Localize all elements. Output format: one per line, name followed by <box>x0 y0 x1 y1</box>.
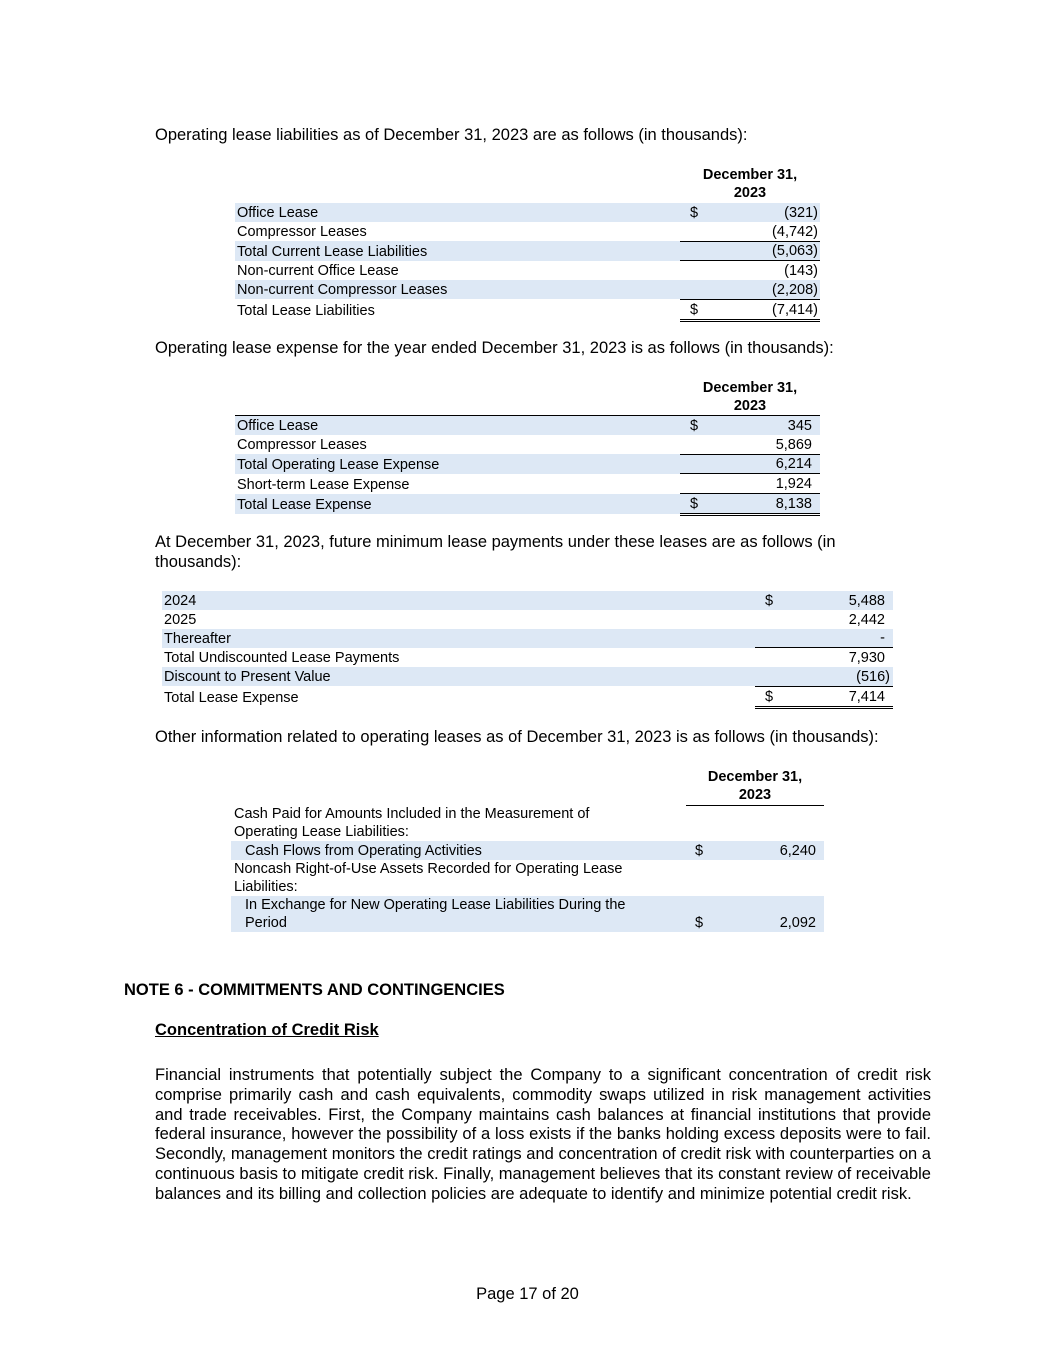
row-label: Discount to Present Value <box>162 667 755 686</box>
table1-header-line2: 2023 <box>733 185 767 201</box>
row-label: 2025 <box>164 611 197 628</box>
dollar-sign <box>680 261 720 280</box>
row-value: 2,092 <box>779 915 816 931</box>
dollar-sign <box>680 435 720 454</box>
table2-header <box>680 379 820 415</box>
table2-header-line1: December 31, <box>702 380 798 396</box>
table1-header <box>680 166 820 202</box>
row-value: (5,063) <box>720 241 820 261</box>
row-value: (7,414) <box>720 299 820 320</box>
section-subheading: Concentration of Credit Risk <box>155 1021 379 1039</box>
dollar-sign <box>680 454 720 474</box>
table-row <box>235 222 820 241</box>
table-row <box>235 454 820 474</box>
dollar-sign: $ <box>695 843 704 859</box>
intro-text-other-info: Other information related to operating leases as of December 31, 2023 is as follows (in thousands): <box>155 728 879 746</box>
section-label-line: Liabilities: <box>234 879 298 895</box>
section-label-line: Noncash Right-of-Use Assets Recorded for Operating Lease <box>234 861 623 877</box>
table-row <box>162 686 893 707</box>
table-row <box>162 667 893 686</box>
note-heading: NOTE 6 - COMMITMENTS AND CONTINGENCIES <box>124 981 505 999</box>
dollar-sign <box>755 648 795 667</box>
dollar-sign: $ <box>680 416 720 435</box>
row-label: Non-current Compressor Leases <box>235 280 680 299</box>
section-label-cash-paid <box>231 805 824 841</box>
row-value: (2,208) <box>720 280 820 299</box>
row-label: Non-current Office Lease <box>237 263 399 280</box>
row-value: (516) <box>795 667 893 686</box>
table4-header-line2: 2023 <box>738 787 772 803</box>
row-label: Office Lease <box>235 203 680 222</box>
table-row <box>162 648 893 667</box>
row-value: 345 <box>720 416 820 435</box>
row-label: Total Undiscounted Lease Payments <box>164 650 400 667</box>
row-label: Thereafter <box>162 629 755 648</box>
dollar-sign <box>755 629 795 648</box>
table-row <box>235 203 820 222</box>
row-label-line: Period <box>245 915 287 931</box>
row-label: Office Lease <box>235 416 680 435</box>
row-value: (321) <box>720 203 820 222</box>
table4-header-line1: December 31, <box>707 769 803 785</box>
intro-text-lease-liabilities: Operating lease liabilities as of December 31, 2023 are as follows (in thousands): <box>155 126 748 144</box>
lease-expense-table <box>235 415 820 516</box>
row-label: Total Lease Liabilities <box>237 303 375 320</box>
table-row <box>235 299 820 320</box>
table-row <box>235 494 820 515</box>
row-value: 5,488 <box>795 591 893 610</box>
section-label-line: Cash Paid for Amounts Included in the Measurement of <box>234 806 590 822</box>
row-value: 6,240 <box>779 843 816 859</box>
table-row <box>231 896 824 932</box>
dollar-sign: $ <box>755 591 795 610</box>
dollar-sign <box>680 474 720 494</box>
table-row <box>235 280 820 299</box>
row-value: - <box>795 629 893 648</box>
row-label: Total Current Lease Liabilities <box>235 241 680 261</box>
row-label: Cash Flows from Operating Activities <box>245 843 482 859</box>
dollar-sign <box>680 280 720 299</box>
row-label: Compressor Leases <box>237 437 367 454</box>
table-row <box>162 591 893 610</box>
row-label: Short-term Lease Expense <box>237 476 410 493</box>
dollar-sign <box>680 222 720 241</box>
row-value: 1,924 <box>720 474 820 494</box>
table4-header <box>686 768 824 806</box>
table-row <box>231 841 824 860</box>
row-value: 7,930 <box>848 650 885 667</box>
dollar-sign: $ <box>755 686 795 707</box>
dollar-sign <box>680 241 720 261</box>
row-label <box>231 896 695 932</box>
lease-liabilities-table <box>235 203 820 322</box>
table-row <box>235 435 820 454</box>
row-value: 8,138 <box>720 494 820 515</box>
other-info-table <box>231 805 824 932</box>
table-row <box>235 261 820 280</box>
dollar-sign <box>755 667 795 686</box>
section-label-noncash <box>231 860 824 896</box>
table1-header-line1: December 31, <box>702 167 798 183</box>
dollar-sign: $ <box>695 915 704 931</box>
table-row <box>162 610 893 629</box>
row-label-line: In Exchange for New Operating Lease Liabilities During the <box>245 897 626 913</box>
dollar-sign: $ <box>680 494 720 515</box>
row-label: Compressor Leases <box>237 224 367 241</box>
row-label: 2024 <box>162 591 755 610</box>
credit-risk-paragraph: Financial instruments that potentially subject the Company to a significant concentration of credit risk comprise primarily cash and cash equivalents, commodity swaps utilized in risk management activities and trade receivables. First, the Company maintains cash balances at financial institutions that provide federal insurance, however the possibility of a loss exists if the banks holding excess deposits were to fail. Secondly, management monitors the credit ratings and concentration of credit risk with counterparties on a continuous basis to mitigate credit risk. Finally, management believes that its constant review of receivable balances and its billing and collection policies are adequate to identify and minimize potential credit risk. <box>155 1066 931 1203</box>
section-label-line: Operating Lease Liabilities: <box>234 824 409 840</box>
row-label: Total Operating Lease Expense <box>235 454 680 474</box>
table-row <box>235 416 820 435</box>
row-value: (143) <box>784 263 818 280</box>
row-label: Total Lease Expense <box>164 690 299 707</box>
page-number: Page 17 of 20 <box>476 1285 579 1303</box>
row-value: 6,214 <box>720 454 820 474</box>
table-row <box>162 629 893 648</box>
intro-text-future-payments: At December 31, 2023, future minimum lease payments under these leases are as follows (in thousands): <box>155 533 836 571</box>
dollar-sign <box>755 610 795 629</box>
row-value: 5,869 <box>720 435 820 454</box>
row-label: Total Lease Expense <box>235 494 680 515</box>
table2-header-line2: 2023 <box>733 398 767 414</box>
future-payments-table <box>162 591 893 709</box>
dollar-sign: $ <box>680 299 720 320</box>
table-row <box>235 474 820 494</box>
row-value: 7,414 <box>795 686 893 707</box>
dollar-sign: $ <box>680 203 720 222</box>
row-value: (4,742) <box>720 222 820 241</box>
intro-text-lease-expense: Operating lease expense for the year ended December 31, 2023 is as follows (in thousands): <box>155 339 834 357</box>
row-value: 2,442 <box>848 611 885 628</box>
table-row <box>235 241 820 261</box>
